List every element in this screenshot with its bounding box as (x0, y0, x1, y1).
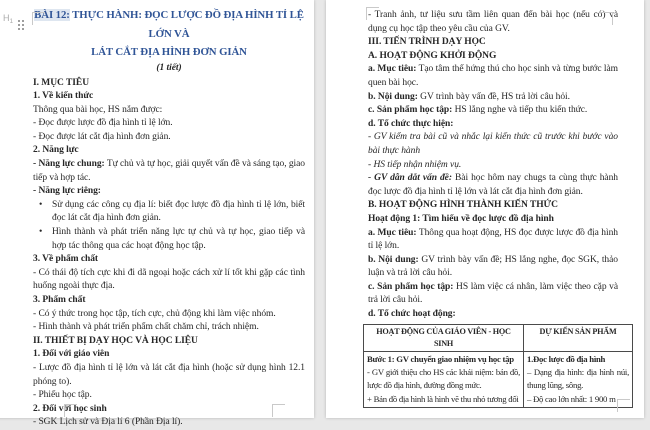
crop-mark (600, 12, 613, 25)
para-d2-to-chuc: d. Tổ chức hoạt động: (368, 309, 456, 320)
para-item1: - Đọc được lược đồ địa hình tỉ lệ lớn. (33, 118, 173, 129)
run-text: Thông qua hoạt động, HS đọc được lược đồ địa hình tỉ lệ lớn. (368, 227, 618, 252)
para-step2: - HS tiếp nhận nhiệm vụ. (368, 159, 462, 170)
doc-title-line2: LÁT CẮT ĐỊA HÌNH ĐƠN GIẢN (91, 46, 247, 58)
block-handle[interactable] (3, 13, 20, 27)
cell-gv-hs (364, 351, 524, 408)
table-header-gv-hs: HOẠT ĐỘNG CỦA GIÁO VIÊN - HỌC SINH (364, 324, 524, 351)
run-label: b. Nội dung: (368, 91, 418, 102)
heading-level-number: 1 (9, 18, 14, 25)
crop-mark (366, 7, 379, 20)
run-label: - Năng lực chung: (33, 159, 105, 170)
subheading-pham-chat-b: 3. Phẩm chất (33, 295, 86, 305)
para-gv-item2: - Phiếu học tập. (33, 390, 92, 401)
cell-sp-line1: – Dạng địa hình: địa hình núi, thung lũng, sông. (527, 367, 629, 391)
table-body-row (364, 351, 633, 408)
para-c-san-pham (368, 104, 618, 118)
run-text: Bài học hôm nay chugs ta cùng thực hành đọc lược đồ địa hình tỉ lệ lớn và lát cắt địa hình đơn giản. (368, 173, 618, 197)
run-label: a. Mục tiêu: (368, 64, 417, 75)
run-text: HS lắng nghe và tiếp thu kiến thức. (454, 105, 588, 116)
run-text: HS làm việc cá nhân, làm việc theo cặp và trả lời câu hỏi. (368, 281, 619, 306)
para-hs-item1: - SGK Lịch sử và Địa lí 6 (Phần Địa lí). (33, 417, 183, 428)
title-rest-run: THỰC HÀNH: ĐỌC LƯỢC ĐỒ ĐỊA HÌNH TỈ LỆ LỚN VÀ (72, 9, 304, 40)
para-item2: - Đọc được lát cắt địa hình đơn giản. (33, 131, 171, 142)
run-text: Tự chủ và tự học, giải quyết vấn đề và sáng tạo, giao tiếp và hợp tác. (33, 159, 305, 183)
cell-sp-line2: – Độ cao lớn nhất: 1 900 m (527, 393, 616, 404)
cell-gv-line2: + Bản đồ địa hình là hình vẽ thu nhỏ tương đối (367, 393, 519, 404)
subheading-giao-vien: 1. Đối với giáo viên (33, 349, 110, 360)
para-d-to-chuc: d. Tổ chức thực hiện: (368, 118, 454, 129)
para-gv-item1: - Lược đồ địa hình tỉ lệ lớn và lát cắt địa hình (hoặc sử dụng hình 12.1 phóng to). (33, 362, 305, 387)
heading-muc-tieu: I. MỤC TIÊU (33, 77, 90, 88)
run-text: GV trình bày vấn đề; HS lắng nghe, đọc SGK, thảo luận và trả lời câu hỏi. (368, 254, 619, 279)
subheading-nang-luc: 2. Năng lực (33, 145, 79, 156)
bullet-item-2: • Hình thành và phát triển năng lực tự chủ và tự học, giao tiếp và hợp tác thông qua các hoạt động học tập. (33, 226, 305, 253)
heading-level-indicator (3, 13, 13, 27)
activity-table (363, 324, 633, 409)
run-text: Tạo tâm thế hứng thú cho học sinh và từng bước làm quen bài học. (368, 64, 618, 88)
para-pham-chat-1: - Có thái độ tích cực khi đi dã ngoại hoặc cách xử lí tốt khi gặp các tình huống ngoài thực địa. (33, 267, 305, 292)
heading-thiet-bi: II. THIẾT BỊ DẠY HỌC VÀ HỌC LIỆU (33, 335, 198, 346)
table-header-san-pham: DỰ KIẾN SẢN PHẨM (524, 324, 633, 351)
heading-hinh-thanh-kien-thuc: B. HOẠT ĐỘNG HÌNH THÀNH KIẾN THỨC (368, 200, 558, 211)
para-a-muc-tieu (368, 63, 618, 90)
cell-step-title: Bước 1: GV chuyển giao nhiệm vụ học tập (367, 353, 514, 364)
subheading-pham-chat-a: 3. Về phẩm chất (33, 254, 99, 265)
crop-mark (617, 399, 630, 412)
run-label: - GV dẫn dắt vấn đề: (368, 173, 452, 184)
para-nang-luc-chung (33, 158, 305, 185)
para-b2-noi-dung (368, 254, 618, 281)
para-a2-muc-tieu (368, 227, 618, 254)
para-nang-luc-rieng-label: - Năng lực riêng: (33, 186, 101, 197)
para-pham-chat-2: - Có ý thức trong học tập, tích cực, chủ động khi làm việc nhóm. (33, 308, 276, 319)
doc-duration: (1 tiết) (156, 62, 182, 73)
run-label: a. Mục tiêu: (368, 227, 417, 238)
para-pham-chat-3: - Hình thành và phát triển phẩm chất chăm chỉ, trách nhiệm. (33, 322, 259, 333)
crop-mark (272, 404, 285, 417)
heading-hoat-dong-1: Hoạt động 1: Tìm hiểu về đọc lược đồ địa hình (368, 213, 554, 224)
run-label: c. Sản phẩm học tập: (368, 105, 453, 116)
para-intro: Thông qua bài học, HS nắm được: (33, 104, 163, 115)
para-step1: - GV kiểm tra bài cũ và nhắc lại kiến thức cũ trước khi bước vào bài thực hành (368, 132, 618, 156)
page-2 (326, 0, 644, 418)
para-c2-san-pham (368, 281, 618, 308)
page-1 (0, 0, 314, 428)
doc-title-line1 (33, 6, 305, 43)
page-1-text-area[interactable] (33, 6, 305, 430)
para-hs-item2: - Tranh ảnh, tư liệu sưu tầm liên quan đến bài học (nếu có) và dụng cụ học tập theo yêu cầu của GV. (368, 10, 618, 34)
cell-gv-line1: - GV giới thiệu cho HS các khái niệm: bản đồ, lược đồ địa hình, đường đồng mức. (367, 367, 520, 391)
drag-handle-icon[interactable] (18, 20, 20, 22)
run-label: c. Sản phẩm học tập: (368, 281, 454, 292)
heading-tien-trinh: III. TIẾN TRÌNH DẠY HỌC (368, 37, 486, 48)
cell-sp-title: 1.Đọc lược đồ địa hình (527, 353, 606, 364)
heading-hoat-dong-khoi-dong: A. HOẠT ĐỘNG KHỞI ĐỘNG (368, 50, 497, 61)
crop-mark (32, 12, 45, 25)
run-label: b. Nội dung: (368, 254, 419, 265)
subheading-kien-thuc: 1. Về kiến thức (33, 91, 94, 102)
heading-level-letter: H (3, 13, 10, 23)
table-header-row (364, 324, 633, 351)
para-b-noi-dung (368, 91, 618, 105)
bullet-item-1: • Sử dụng các công cụ địa lí: biết đọc lược đồ địa hình tỉ lệ lớn, biết đọc lát cắt địa hình đơn giản. (33, 199, 305, 226)
para-step3 (368, 172, 618, 199)
run-text: GV trình bày vấn đề, HS trả lời câu hỏi. (420, 91, 570, 102)
title-highlighted-run: BÀI 12: (34, 9, 70, 21)
page-2-text-area[interactable] (367, 9, 629, 408)
subheading-hoc-sinh: 2. Đối với học sinh (33, 403, 107, 414)
crop-mark (64, 404, 77, 417)
